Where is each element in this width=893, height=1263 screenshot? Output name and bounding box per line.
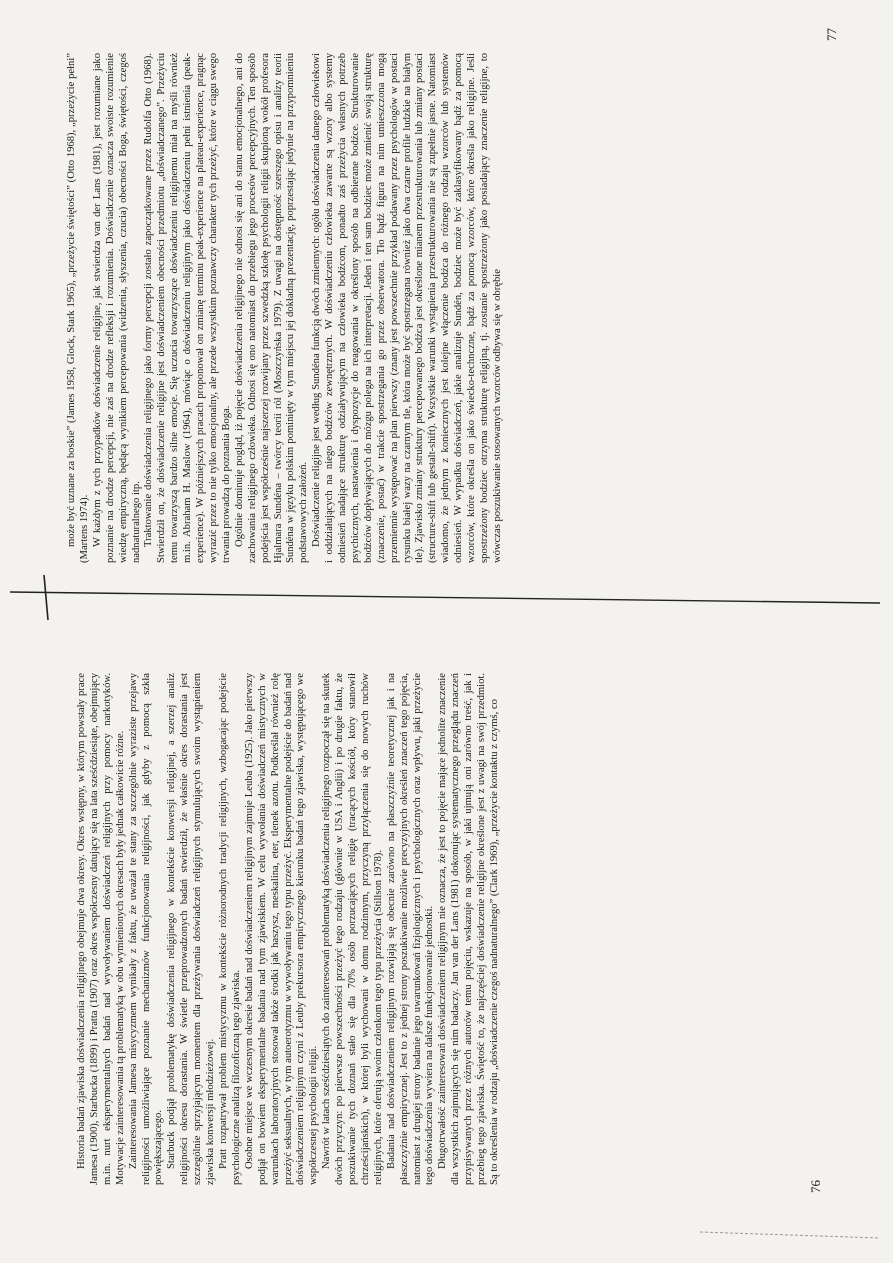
right-page bbox=[0, 0, 893, 631]
paragraph: Doświadczenie religijne jest według Sundéna funkcją dwóch zmiennych: ogółu doświadczenia danego człowiekowi i oddziałujących na niego bodźców zewnętrznych. W doświadczeniu człowieka zawarte są wzory albo systemy odniesień nadające strukturę odziaływującym na człowieka bodźcom, ponadto zaś przeżycia własnych potrzeb psychicznych, nastawienia i dyspozycje do reagowania w określony sposób na odbierane bodźce. Strukturowanie bodźców dopływających do mózgu polega na ich interpretacji. Jeden i ten sam bodziec może zmienić swoją strukturę (znaczenie, postać) w trakcie spostrzegania go przez obserwatora. Tło bądź figura na nim umieszczona mogą przemiennie występować na plan pierwszy (znany jest powszechnie przykład podawany przez psychologów w postaci rysunku białej wazy na czarnym tle, która może być spostrzegana również jako dwa czarne profile ludzkie na białym tle). Zjawisko zmiany struktury percepowanego bodźca jest określone mianem przestrukturowania lub zmiany postaci (structure-shift lub gestalt-shift). Wszystkie warunki wystąpienia przestrukturowania nie są zupełnie jasne. Natomiast wiadomo, że jednym z koniecznych jest kolejne włączenie bodźca do różnego rodzaju wzorców lub systemów odniesień. W wypadku doświadczeń, jakie analizuje Sundén, bodziec może być zaklasyfikowany bądź za pomocą wzorców, które określa on jako świecko-technczne, bądź za pomocą wzorców, które określa jako religijne. Jeśli spostrzeżony bodziec otrzyma strukturę religijną, tj. zostanie spostrzeżony jako posiadający znaczenie religijne, to wówczas poszukiwanie stosowanych wzorców odbywa się w obrębie bbox=[311, 53, 503, 563]
paragraph: W każdym z tych przypadków doświadczenie religijne, jak stwierdza van der Lans (1981), jest rozumiane jako poznanie na drodze percepcji, nie zaś na drodze refleksji i rozumienia. Doświadczenie oznacza swoiste rozumienie wiedzę empiryczną, będącą wynikiem percepowania (widzenia, słyszenia, czucia) obecności Boga, świętości, czegoś nadnaturalnego itp. bbox=[91, 53, 142, 563]
left-page bbox=[0, 631, 893, 1263]
paragraph: Ogólnie dominuje pogląd, iż pojęcie doświadczenia religijnego nie odnosi się ani do stanu emocjonalnego, ani do zachowania religijnego człowieka. Odnosi się ono natomiast do przebiegu jego procesów percepcyjnych. Ten sposób podejścia jest współcześnie najszerzej rozwijany przez szwedzką szkołę psychologii religii skupioną wokół profesora Hjalmara Sundéna – twórcy teorii ról (Moszczyńska 1979). Z uwagi na dostępność szerszego opisu i analizy teorii Sundéna w języku polskim pominięty w tym miejscu jej dokładną prezentację, poprzestając jedynie na przypomnieniu podstawowych założeń. bbox=[233, 53, 310, 563]
paragraph: Starbuck podjął problematykę doświadczenia religijnego w kontekście konwersji religijnej, a szerzej analiz religijności okresu dorastania. W świetle przeprowadzonych badań stwierdził, że właśnie okres dorastania jest szczególnie sprzyjającym momentem dla przeżywania doświadczeń religijnych stymulujących swoim wystąpieniem zjawiska konwersji młodzieżowej. bbox=[166, 673, 217, 1185]
paragraph: Badania nad doświadczeniem religijnym rozwijają się obecnie zarówno na płaszczyźnie teoretycznej jak i na płaszczyźnie empirycznej. Jest to z jednej strony poszukiwanie możliwie precyzyjnych określeń znaczeń tego pojęcia, natomiast z drugiej strony badanie jego uwarunkowań fizjologicznych i psychologicznych oraz wpływu, jaki przeżycie tego doświadczenia wywiera na dalsze funkcjonowanie jednostki. bbox=[385, 673, 436, 1185]
paragraph: Długotrwałość zainteresowań doświadczeniem religijnym nie oznacza, że jest to pojęcie mające jednolite znaczenie dla wszystkich zajmujących się nim badaczy. Jan van der Lans (1981) dokonując systematycznego przeglądu znaczeń przypisywanych przez różnych autorów temu pojęciu, wskazuje na sposób, w jaki ujmują oni zarówno treść, jak i przebieg tego zjawiska. Świętość to, że najczęściej doświadczenie religijne określone jest z uwagi na swój przedmiot. Są to określenia w rodzaju „doświadczenie czegoś nadnaturalnego” (Clark 1969), „przeżycie kontaktu z czymś, co bbox=[437, 673, 500, 1185]
page-number: 77 bbox=[824, 28, 839, 41]
paragraph: Traktowanie doświadczenia religijnego jako formy percepcji zostało zapoczątkowane przez Rudolfa Otto (1968). Stwierdził on, że doświadczenie religijne jest doświadczeniem obecności przedmiotu „doświadczanego”. Przeżyciu temu towarzyszą bardzo silne emocje. Się uczucia towarzyszące doświadczeniu religijnemu miał na myśli również m.in. Abraham H. Maslow (1964), mówiąc o doświadczeniu religijnym jako doświadczeniu pełni istnienia (peak-experience). W późniejszych pracach proponował on zmianę terminu peak-experience na plateau-experience, pragnąc wyrazić przez to nie tylko emocjonalny, ale przede wszystkim poznawczy charakter tych przeżyć, które w ciągu swego trwania prowadzą do poznania Boga. bbox=[143, 53, 232, 563]
paragraph: Pratt rozpatrywał problem mistycyzmu w kontekście różnorodnych tradycji religijnych, wzbogacając podejście psychologiczne analizą filozoficzną tego zjawiska. bbox=[217, 673, 242, 1185]
left-page-text bbox=[76, 673, 502, 1185]
paragraph: Historia badań zjawiska doświadczenia religijnego obejmuje dwa okresy. Okres wstępny, w którym powstały prace Jamesa (1900), Starbucka (1899) i Pratta (1907) oraz okres współczesny datujący się na lata sześćdziesiąte, obejmujący m.in. nurt eksperymentalnych badań nad wywoływaniem doświadczeń religijnych przy pomocy narkotyków. Motywacje zainteresowania tą problematyką w obu wymienionych okresach były jednak całkowicie różne. bbox=[76, 673, 126, 1185]
paragraph: Osobne miejsce we wczesnym okresie badań nad doświadczeniem religijnym zajmuje Leuba (1925). Jako pierwszy podjął on bowiem eksperymentalne badania nad tym zjawiskiem. W celu wywołania doświadczeń mistycznych w warunkach laboratoryjnych stosował także środki jak haszysz, meskalina, eter, tlenek azotu. Podkreślał również rolę przeżyć seksualnych, w tym autoerotyzmu w wywoływaniu tego typu przeżyć. Eksperymentalne podejście do badań nad doświadczeniem religijnym czyni z Leuby prekursora empirycznego kierunku badań tego zjawiska, występującego we współczesnej psychologii religii. bbox=[243, 673, 320, 1185]
paragraph: Zainteresowania Jamesa misycyzmem wynikały z faktu, że uważał te stany za szczególnie wyraziste przejawy religijności umożliwiające poznanie mechanizmów funkcjonowania religijności, jak gdyby z pomocą szkła powiększającego. bbox=[127, 673, 165, 1185]
page-number: 76 bbox=[808, 1180, 823, 1193]
paragraph: może być uznane za boskie” (James 1958, Glock, Stark 1965), „przeżycie świętości” (Otto 1968), „przeżycie pełni” (Martens 1974). bbox=[66, 53, 90, 563]
paragraph: Nawrót w latach sześćdziesiątych do zainteresowań problematyką doświadczenia religijnego rozpoczął się na skutek dwóch przyczyn: po pierwsze powszechności przeżyć tego rodzaju (głównie w USA i Anglii) i po drugie faktu, że poszukiwanie tych doznań stało się dla 70% osób porzucających religię (tracących kościół, który stanowił chrześcijańskich), w której byli wychowani w domu rodzinnym, przyczyną przyłączenia się do nowych ruchów religijnych, które oferują swoim członkom tego typu przeżycia (Stillson 1978). bbox=[321, 673, 384, 1185]
right-page-text bbox=[66, 53, 505, 563]
